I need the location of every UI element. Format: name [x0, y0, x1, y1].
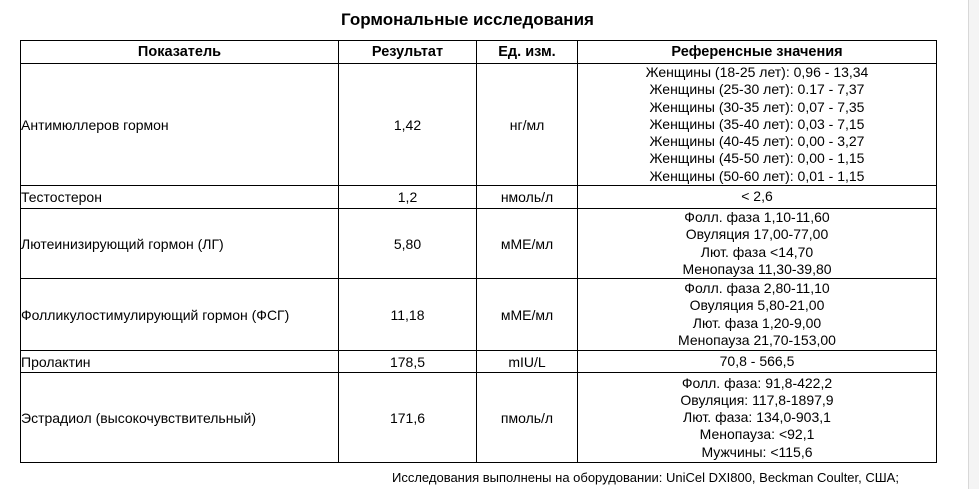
reference-values — [578, 64, 937, 186]
reference-line: Женщины (25-30 лет): 0.17 - 7,37 — [649, 81, 865, 98]
reference-line: Фолл. фаза 1,10-11,60 — [684, 209, 830, 226]
reference-line: Лют. фаза: 134,0-903,1 — [683, 409, 831, 426]
reference-values — [578, 351, 937, 373]
test-result: 1,2 — [339, 186, 477, 209]
test-unit: мМЕ/мл — [477, 209, 578, 279]
reference-line: Овуляция 5,80-21,00 — [689, 297, 825, 314]
test-result: 171,6 — [339, 373, 477, 463]
test-result: 11,18 — [339, 279, 477, 351]
test-name: Пролактин — [21, 351, 339, 373]
reference-values — [578, 209, 937, 279]
reference-line: Женщины (40-45 лет): 0,00 - 3,27 — [649, 133, 865, 150]
reference-line: Фолл. фаза: 91,8-422,2 — [681, 374, 833, 391]
reference-line: Фолл. фаза 2,80-11,10 — [684, 280, 830, 297]
test-unit: пмоль/л — [477, 373, 578, 463]
reference-line: < 2,6 — [741, 188, 773, 205]
test-name: Лютеинизирующий гормон (ЛГ) — [21, 209, 339, 279]
table-row-amh — [21, 64, 937, 186]
hormone-results-table — [20, 40, 937, 463]
equipment-footnote: Исследования выполнены на оборудовании: UniCel DXI800, Beckman Coulter, США; — [392, 470, 899, 485]
reference-line: Женщины (18-25 лет): 0,96 - 13,34 — [645, 64, 869, 80]
table-header-row — [21, 41, 937, 64]
reference-line: Женщины (30-35 лет): 0,07 - 7,35 — [649, 98, 865, 115]
reference-values — [578, 373, 937, 463]
table-row-testosterone — [21, 186, 937, 209]
test-result: 178,5 — [339, 351, 477, 373]
test-unit: нг/мл — [477, 64, 578, 186]
reference-values — [578, 279, 937, 351]
reference-line: Лют. фаза <14,70 — [700, 243, 814, 260]
test-unit: нмоль/л — [477, 186, 578, 209]
test-unit: mIU/L — [477, 351, 578, 373]
table-row-fsh — [21, 279, 937, 351]
test-result: 1,42 — [339, 64, 477, 186]
reference-line: Мужчины: <115,6 — [701, 443, 813, 460]
test-name: Фолликулостимулирующий гормон (ФСГ) — [21, 279, 339, 351]
test-name: Эстрадиол (высокочувствительный) — [21, 373, 339, 463]
reference-values — [578, 186, 937, 209]
test-name: Тестостерон — [21, 186, 339, 209]
reference-line: Женщины (45-50 лет): 0,00 - 1,15 — [649, 150, 865, 167]
page-title: Гормональные исследования — [341, 10, 594, 29]
reference-line: Менопауза 21,70-153,00 — [678, 332, 836, 349]
reference-line: Лют. фаза 1,20-9,00 — [692, 314, 822, 331]
reference-line: Менопауза 11,30-39,80 — [682, 260, 832, 277]
test-name: Антимюллеров гормон — [21, 64, 339, 186]
reference-line: Женщины (35-40 лет): 0,03 - 7,15 — [649, 115, 865, 132]
column-header-unit: Ед. изм. — [477, 41, 578, 64]
table-row-prolactin — [21, 351, 937, 373]
reference-line: Овуляция 17,00-77,00 — [685, 226, 829, 243]
reference-line: 70,8 - 566,5 — [719, 353, 795, 370]
reference-line: Менопауза: <92,1 — [699, 426, 815, 443]
column-header-reference: Референсные значения — [578, 41, 937, 64]
test-result: 5,80 — [339, 209, 477, 279]
table-row-estradiol — [21, 373, 937, 463]
column-header-name: Показатель — [21, 41, 339, 64]
reference-line: Женщины (50-60 лет): 0,01 - 1,15 — [649, 167, 865, 184]
column-header-result: Результат — [339, 41, 477, 64]
reference-line: Овуляция: 117,8-1897,9 — [680, 391, 834, 408]
test-unit: мМЕ/мл — [477, 279, 578, 351]
table-row-lh — [21, 209, 937, 279]
page-edge — [968, 0, 979, 489]
